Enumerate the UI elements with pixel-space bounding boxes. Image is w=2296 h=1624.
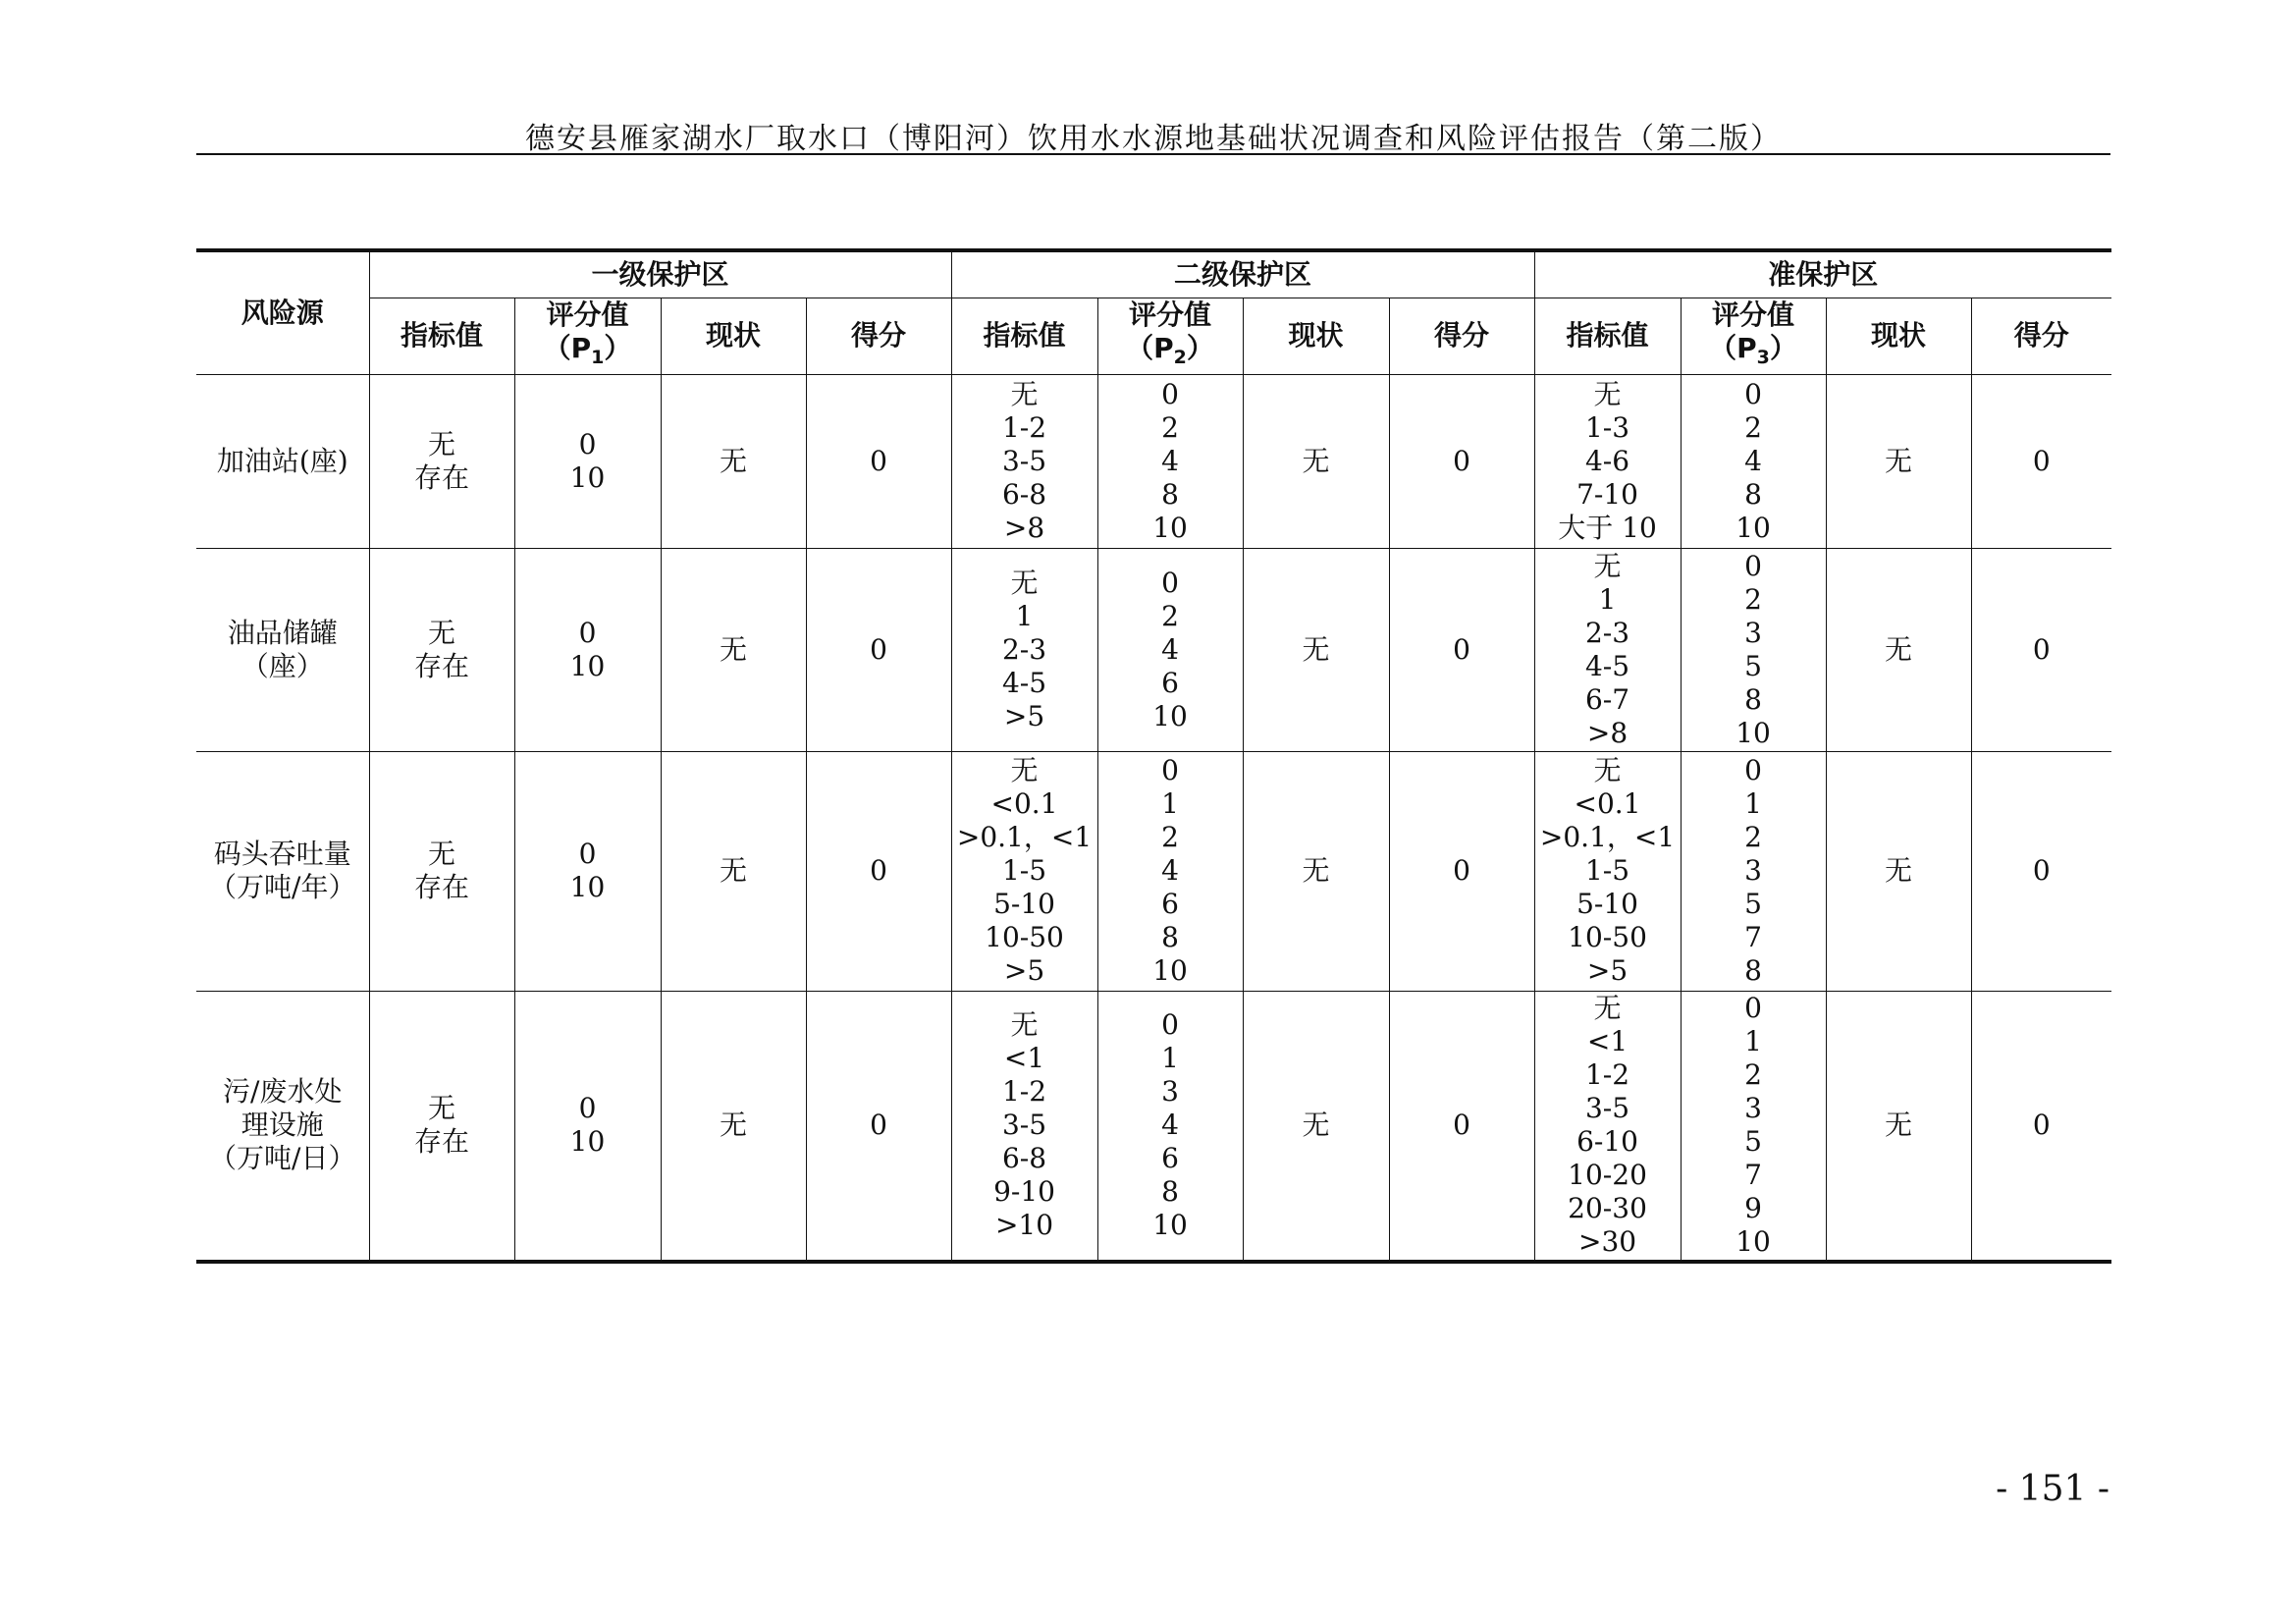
indicator-value: <1 [1586,1025,1629,1058]
score-value: 3 [1744,854,1762,887]
score-symbol-close: ） [1186,331,1214,364]
score-symbol-subscript: 1 [591,346,605,368]
score-cell [514,751,661,991]
indicator-value: >8 [1003,511,1045,544]
indicator-value: 1-3 [1584,410,1630,444]
indicator-value: 6-10 [1576,1125,1638,1159]
score-value: 5 [1744,888,1762,920]
score-value: 0 [1161,1008,1179,1042]
score-value: 4 [1161,1109,1179,1142]
indicator-cell [1534,548,1681,751]
indicator-value: 无 [1593,549,1622,582]
score-value: 7 [1744,1159,1762,1192]
score-symbol-open: （P [543,331,592,364]
table-row [196,751,2111,991]
risk-source-line: 油品储罐 [227,616,338,649]
points-cell: 0 [1971,991,2111,1262]
score-value: 2 [1744,410,1762,444]
indicator-value: >0.1，<1 [956,821,1093,853]
indicator-value: 无 [1010,566,1039,599]
points-cell: 0 [1971,751,2111,991]
indicator-value: 9-10 [993,1175,1055,1209]
indicator-cell [1534,374,1681,548]
header-score-label: 评分值 [546,298,629,331]
risk-source-line: 理设施 [240,1109,324,1142]
table-row [196,991,2111,1262]
score-value: 5 [1744,649,1762,682]
header-zone-3: 准保护区 [1534,250,2111,298]
score-value: 0 [578,838,597,870]
indicator-value: 1 [1015,599,1034,632]
score-value: 10 [1735,1225,1771,1259]
indicator-value: 1-5 [1001,854,1047,887]
points-cell: 0 [1389,548,1534,751]
score-value: 10 [1152,954,1188,987]
indicator-value: 大于 10 [1558,511,1657,544]
score-symbol-close: ） [1769,331,1797,364]
points-cell: 0 [1971,548,2111,751]
header-status: 现状 [661,298,806,374]
score-cell [1097,991,1243,1262]
score-cell [1681,991,1826,1262]
indicator-value: 无 [1593,992,1622,1025]
score-symbol-subscript: 3 [1756,346,1770,368]
points-cell: 0 [1971,374,2111,548]
score-value: 6 [1161,1142,1179,1175]
header-points: 得分 [1971,298,2111,374]
indicator-value: >8 [1586,716,1629,749]
indicator-value: 无 [1593,754,1622,786]
indicator-value: >5 [1586,954,1629,987]
indicator-value: 存在 [413,1125,469,1159]
risk-source-line: 码头吞吐量 [213,838,351,870]
risk-source-line: （万吨/年） [209,871,356,903]
indicator-value: 6-8 [1001,477,1047,511]
score-value: 5 [1744,1125,1762,1159]
score-value: 10 [1735,511,1771,544]
header-points: 得分 [1389,298,1534,374]
header-points: 得分 [806,298,951,374]
header-score [514,298,661,374]
score-cell [514,991,661,1262]
risk-source-cell [196,548,369,751]
score-value: 1 [1744,787,1762,820]
indicator-value: 4-6 [1584,444,1630,477]
page-header-title: 德安县雁家湖水厂取水口（博阳河）饮用水水源地基础状况调查和风险评估报告（第二版） [525,122,1782,156]
status-cell: 无 [661,374,806,548]
score-value: 7 [1744,921,1762,953]
status-cell: 无 [1826,374,1971,548]
score-symbol-subscript: 2 [1173,346,1187,368]
score-value: 10 [1735,716,1771,749]
indicator-value: 5-10 [1576,888,1638,920]
indicator-value: 无 [1593,377,1622,410]
score-cell [1681,374,1826,548]
score-value: 0 [1744,992,1762,1025]
indicator-value: 1-2 [1001,410,1047,444]
score-cell [1097,751,1243,991]
score-value: 8 [1744,954,1762,987]
points-cell: 0 [806,548,951,751]
status-cell: 无 [1826,991,1971,1262]
score-value: 0 [1744,754,1762,786]
score-cell [514,548,661,751]
indicator-value: 10-50 [1568,921,1647,953]
score-value: 8 [1161,1175,1179,1209]
points-cell: 0 [806,374,951,548]
score-value: 1 [1161,1042,1179,1075]
indicator-cell [951,374,1097,548]
indicator-value: >0.1，<1 [1539,821,1676,853]
table-row [196,548,2111,751]
header-indicator: 指标值 [951,298,1097,374]
indicator-cell [951,991,1097,1262]
indicator-cell [951,548,1097,751]
indicator-value: 5-10 [993,888,1055,920]
score-cell [1681,548,1826,751]
status-cell: 无 [661,751,806,991]
indicator-value: >5 [1003,954,1045,987]
score-value: 2 [1161,599,1179,632]
status-cell: 无 [1243,751,1389,991]
score-value: 6 [1161,666,1179,699]
header-score [1097,298,1243,374]
indicator-value: 6-8 [1001,1142,1047,1175]
header-status: 现状 [1243,298,1389,374]
score-value: 0 [578,427,597,460]
score-value: 0 [578,1092,597,1125]
header-score [1681,298,1826,374]
score-value: 3 [1161,1075,1179,1109]
score-value: 10 [569,1125,606,1159]
score-value: 2 [1161,821,1179,853]
table-row [196,374,2111,548]
score-value: 4 [1161,854,1179,887]
score-value: 0 [1744,549,1762,582]
indicator-value: 10-50 [985,921,1064,953]
score-cell [1681,751,1826,991]
score-symbol-open: （P [1709,331,1757,364]
score-value: 0 [1744,377,1762,410]
header-score-symbol [515,332,661,374]
status-cell: 无 [1826,548,1971,751]
indicator-value: 无 [1010,1008,1039,1042]
score-value: 4 [1161,632,1179,666]
score-value: 3 [1744,616,1762,649]
indicator-cell [369,548,514,751]
score-cell [1097,374,1243,548]
status-cell: 无 [661,991,806,1262]
indicator-value: 3-5 [1584,1092,1630,1125]
indicator-value: 无 [427,838,455,870]
indicator-value: >5 [1003,699,1045,732]
score-value: 6 [1161,888,1179,920]
indicator-value: <0.1 [1574,787,1641,820]
score-value: 1 [1744,1025,1762,1058]
score-value: 10 [569,649,606,682]
indicator-value: 无 [1010,754,1039,786]
header-indicator: 指标值 [1534,298,1681,374]
indicator-value: 2-3 [1584,616,1630,649]
score-value: 0 [1161,754,1179,786]
indicator-value: <0.1 [990,787,1058,820]
score-value: 10 [569,460,606,494]
header-indicator: 指标值 [369,298,514,374]
score-value: 10 [1152,511,1188,544]
indicator-cell [1534,991,1681,1262]
score-cell [514,374,661,548]
score-value: 10 [569,871,606,903]
score-value: 8 [1161,477,1179,511]
points-cell: 0 [806,991,951,1262]
score-value: 1 [1161,787,1179,820]
score-value: 4 [1744,444,1762,477]
header-score-label: 评分值 [1129,298,1212,331]
score-symbol-open: （P [1126,331,1174,364]
indicator-value: 7-10 [1576,477,1638,511]
score-value: 4 [1161,444,1179,477]
header-risk-source: 风险源 [196,250,369,374]
indicator-value: 2-3 [1001,632,1047,666]
status-cell: 无 [1243,374,1389,548]
indicator-value: <1 [1003,1042,1045,1075]
score-value: 10 [1152,699,1188,732]
indicator-value: 无 [427,427,455,460]
header-zone-2: 二级保护区 [951,250,1534,298]
score-value: 2 [1744,582,1762,616]
risk-assessment-table [196,248,2111,1264]
score-value: 0 [578,616,597,649]
indicator-cell [951,751,1097,991]
risk-source-cell [196,991,369,1262]
indicator-value: >30 [1577,1225,1637,1259]
indicator-value: 20-30 [1568,1192,1647,1225]
status-cell: 无 [1243,991,1389,1262]
risk-source-line: （座） [240,649,324,682]
score-value: 2 [1161,410,1179,444]
indicator-cell [1534,751,1681,991]
indicator-value: 1-5 [1584,854,1630,887]
indicator-value: 1-2 [1584,1058,1630,1092]
score-symbol-close: ） [604,331,632,364]
score-cell [1097,548,1243,751]
indicator-cell [369,991,514,1262]
score-value: 9 [1744,1192,1762,1225]
indicator-cell [369,751,514,991]
status-cell: 无 [661,548,806,751]
indicator-value: 3-5 [1001,444,1047,477]
page-number: - 151 - [1996,1469,2109,1509]
indicator-value: 4-5 [1584,649,1630,682]
status-cell: 无 [1826,751,1971,991]
risk-source-line: 污/废水处 [223,1075,343,1109]
points-cell: 0 [1389,751,1534,991]
score-value: 0 [1161,377,1179,410]
score-value: 2 [1744,1058,1762,1092]
indicator-value: 无 [427,616,455,649]
score-value: 3 [1744,1092,1762,1125]
score-value: 8 [1744,682,1762,716]
score-value: 10 [1152,1209,1188,1242]
score-value: 8 [1744,477,1762,511]
indicator-value: 4-5 [1001,666,1047,699]
indicator-value: 存在 [413,460,469,494]
score-value: 2 [1744,821,1762,853]
indicator-value: 无 [427,1092,455,1125]
score-value: 8 [1161,921,1179,953]
indicator-value: >10 [994,1209,1054,1242]
indicator-value: 存在 [413,871,469,903]
header-score-symbol [1682,332,1826,374]
points-cell: 0 [1389,991,1534,1262]
risk-source-cell [196,374,369,548]
indicator-value: 1 [1598,582,1617,616]
risk-source-line: （万吨/日） [209,1142,356,1175]
header-zone-1: 一级保护区 [369,250,951,298]
score-value: 0 [1161,566,1179,599]
indicator-cell [369,374,514,548]
header-score-symbol [1098,332,1243,374]
header-status: 现状 [1826,298,1971,374]
indicator-value: 3-5 [1001,1109,1047,1142]
indicator-value: 存在 [413,649,469,682]
indicator-value: 10-20 [1568,1159,1647,1192]
status-cell: 无 [1243,548,1389,751]
header-rule [196,153,2110,155]
indicator-value: 无 [1010,377,1039,410]
indicator-value: 6-7 [1584,682,1630,716]
points-cell: 0 [806,751,951,991]
header-score-label: 评分值 [1712,298,1795,331]
indicator-value: 1-2 [1001,1075,1047,1109]
risk-source-cell [196,751,369,991]
points-cell: 0 [1389,374,1534,548]
risk-source-line: 加油站(座) [216,444,348,477]
